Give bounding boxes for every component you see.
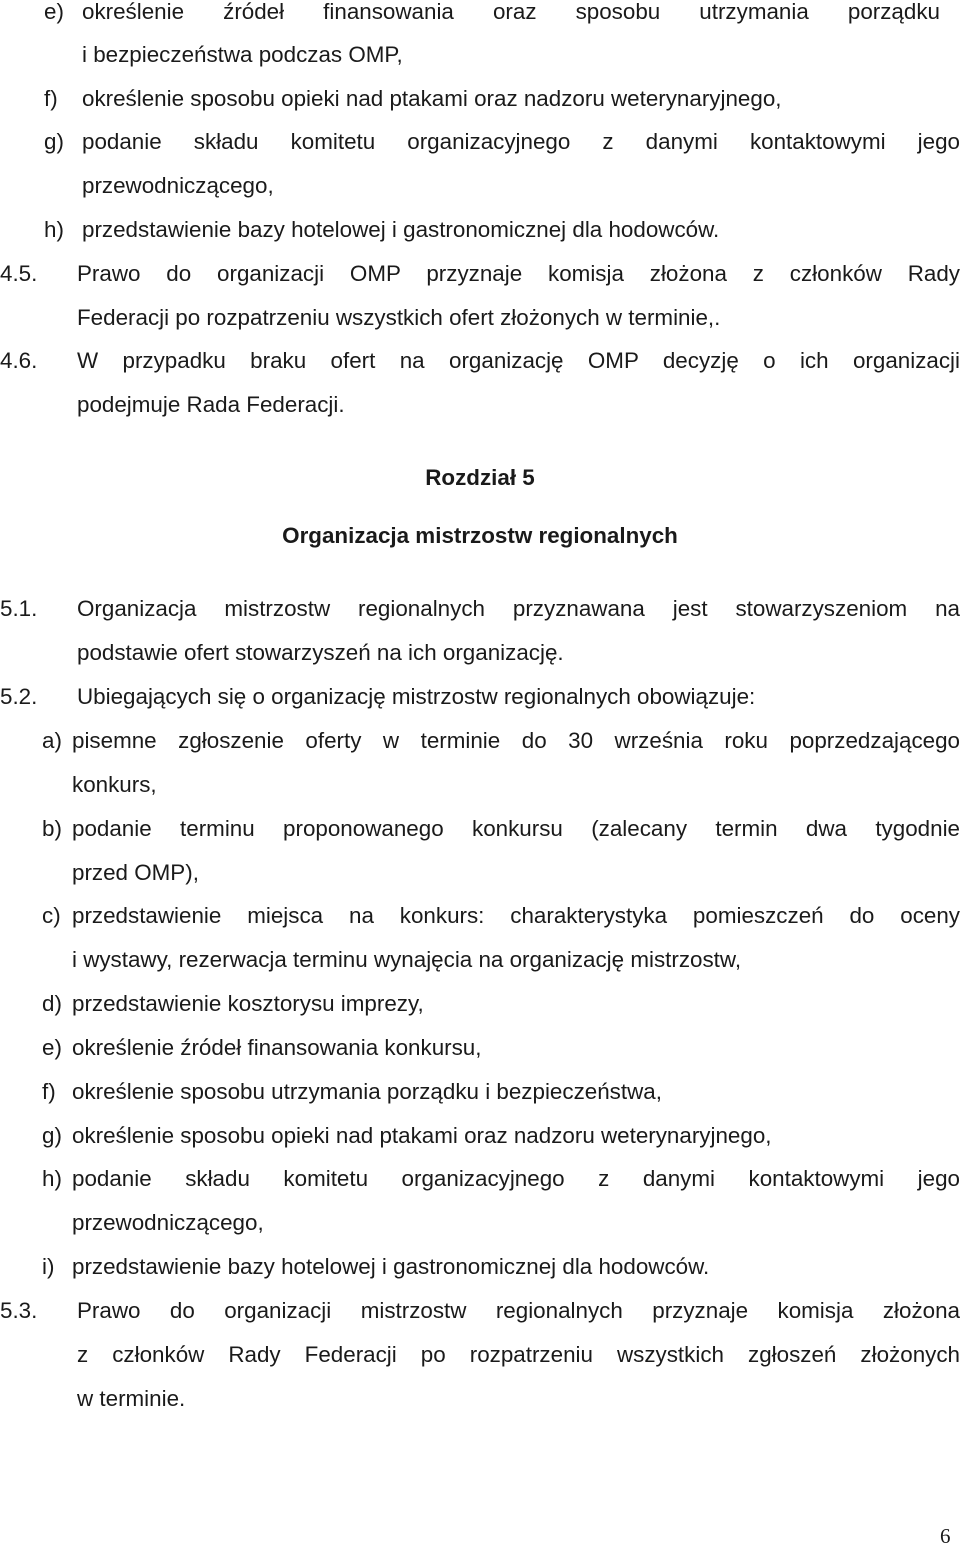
item-text: przedstawienie bazy hotelowej i gastronomicznej dla hodowców. (72, 1254, 710, 1279)
text-line (0, 1201, 960, 1245)
item-label: e) (44, 0, 64, 24)
text-line (0, 982, 960, 1026)
text-line (0, 1245, 960, 1289)
item-label: 4.6. (0, 348, 38, 373)
item-text: Ubiegających się o organizację mistrzostw regionalnych obowiązuje: (77, 684, 756, 709)
item-text: określenie sposobu opieki nad ptakami oraz nadzoru weterynaryjnego, (82, 86, 782, 111)
text-line (0, 631, 960, 675)
item-label: d) (42, 991, 62, 1016)
item-text: określenie źródeł finansowania konkursu, (72, 1035, 482, 1060)
item-text: określenie źródeł finansowania oraz sposobu utrzymania porządku (82, 0, 940, 24)
item-label: i) (42, 1254, 55, 1279)
item-label: 5.1. (0, 596, 38, 621)
item-label: b) (42, 816, 62, 841)
chapter-title: Rozdział 5 (425, 465, 535, 490)
text-line (0, 33, 960, 77)
item-text: przedstawienie kosztorysu imprezy, (72, 991, 424, 1016)
item-text: Prawo do organizacji mistrzostw regionalnych przyznaje komisja złożona (77, 1298, 960, 1323)
item-text: konkurs, (72, 772, 157, 797)
text-line (0, 675, 960, 719)
item-text: podejmuje Rada Federacji. (77, 392, 345, 417)
item-text: Federacji po rozpatrzeniu wszystkich ofert złożonych w terminie,. (77, 305, 721, 330)
text-line (0, 339, 960, 383)
text-line (0, 1070, 960, 1114)
text-line (0, 807, 960, 851)
item-text: i wystawy, rezerwacja terminu wynajęcia na organizację mistrzostw, (72, 947, 742, 972)
text-line (0, 1333, 960, 1377)
item-text: podanie składu komitetu organizacyjnego z danymi kontaktowymi jego (72, 1166, 960, 1191)
item-text: podanie składu komitetu organizacyjnego z danymi kontaktowymi jego (82, 129, 960, 154)
item-text: Organizacja mistrzostw regionalnych przyznawana jest stowarzyszeniom na (77, 596, 960, 621)
item-label: 5.2. (0, 684, 38, 709)
item-label: e) (42, 1035, 62, 1060)
item-text: i bezpieczeństwa podczas OMP, (82, 42, 403, 67)
item-text: pisemne zgłoszenie oferty w terminie do 30 września roku poprzedzającego (72, 728, 960, 753)
chapter-subtitle: Organizacja mistrzostw regionalnych (282, 523, 678, 548)
text-line (0, 763, 960, 807)
text-line (0, 938, 960, 982)
item-text: przewodniczącego, (72, 1210, 264, 1235)
text-line (0, 77, 960, 121)
item-text: określenie sposobu utrzymania porządku i bezpieczeństwa, (72, 1079, 662, 1104)
item-label: a) (42, 728, 62, 753)
item-text: przed OMP), (72, 860, 199, 885)
text-line (0, 851, 960, 895)
item-label: c) (42, 903, 61, 928)
item-text: przedstawienie miejsca na konkurs: charakterystyka pomieszczeń do oceny (72, 903, 960, 928)
text-line (0, 164, 960, 208)
text-line (0, 208, 960, 252)
text-line (0, 1377, 960, 1421)
item-label: 4.5. (0, 261, 38, 286)
text-line (0, 1026, 960, 1070)
item-label: 5.3. (0, 1298, 38, 1323)
text-line (0, 1289, 960, 1333)
page-number: 6 (940, 1524, 951, 1548)
text-line (0, 383, 960, 427)
item-text: podstawie ofert stowarzyszeń na ich organizację. (77, 640, 564, 665)
item-text: przewodniczącego, (82, 173, 274, 198)
item-text: w terminie. (77, 1386, 186, 1411)
item-label: f) (44, 86, 58, 111)
text-line (0, 587, 960, 631)
text-line (0, 894, 960, 938)
item-label: g) (44, 129, 64, 154)
item-label: f) (42, 1079, 56, 1104)
item-label: h) (42, 1166, 62, 1191)
item-text: W przypadku braku ofert na organizację OMP decyzję o ich organizacji (77, 348, 960, 373)
item-label: g) (42, 1123, 62, 1148)
text-line (0, 1157, 960, 1201)
item-text: z członków Rady Federacji po rozpatrzeniu wszystkich zgłoszeń złożonych (77, 1342, 960, 1367)
text-line (0, 0, 960, 34)
text-line (0, 296, 960, 340)
item-text: podanie terminu proponowanego konkursu (zalecany termin dwa tygodnie (72, 816, 960, 841)
text-line (0, 1114, 960, 1158)
item-text: określenie sposobu opieki nad ptakami oraz nadzoru weterynaryjnego, (72, 1123, 772, 1148)
text-line (0, 719, 960, 763)
text-line (0, 120, 960, 164)
item-text: przedstawienie bazy hotelowej i gastronomicznej dla hodowców. (82, 217, 720, 242)
text-line (0, 252, 960, 296)
item-text: Prawo do organizacji OMP przyznaje komisja złożona z członków Rady (77, 261, 960, 286)
item-label: h) (44, 217, 64, 242)
